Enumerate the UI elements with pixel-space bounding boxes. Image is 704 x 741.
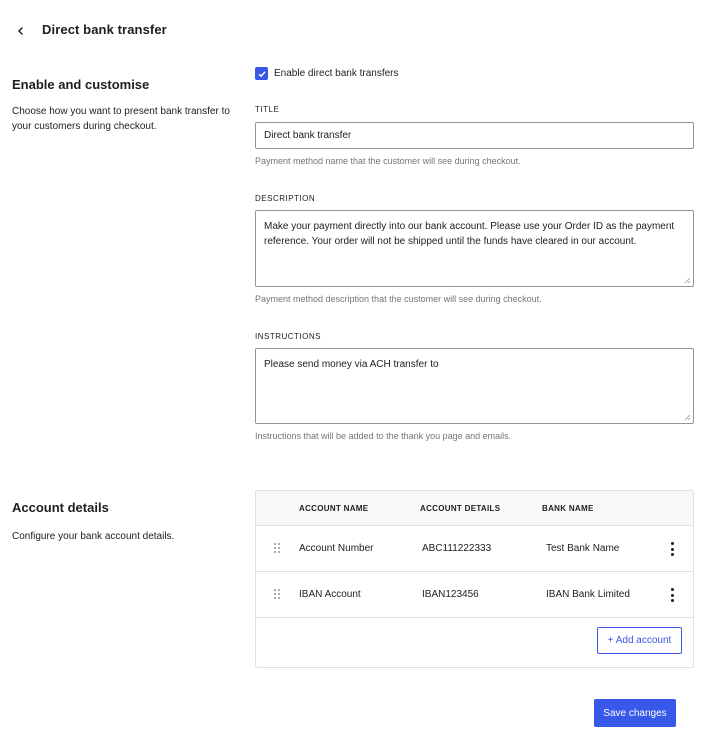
enable-section-info (12, 77, 237, 134)
account-section-info (12, 500, 237, 544)
table-header (256, 491, 693, 526)
enable-transfers-checkbox[interactable] (255, 67, 268, 80)
title-input-wrap (255, 122, 694, 149)
description-help-text: Payment method description that the customer will see during checkout. (255, 294, 542, 304)
row-actions-button[interactable] (666, 586, 678, 604)
page-header (0, 0, 704, 62)
description-textarea-wrap (255, 210, 694, 287)
cell-account-name: IBAN Account (299, 589, 361, 600)
enable-transfers-label[interactable]: Enable direct bank transfers (274, 68, 399, 79)
description-help-wrap (255, 294, 694, 304)
kebab-dot (671, 542, 674, 545)
title-field-group (255, 105, 694, 114)
instructions-field-group (255, 332, 694, 341)
instructions-help-wrap (255, 431, 694, 441)
account-section-heading: Account details (12, 500, 109, 515)
kebab-dot (671, 553, 674, 556)
chevron-left-icon (16, 26, 26, 36)
kebab-dot (671, 548, 674, 551)
cell-bank-name: IBAN Bank Limited (546, 589, 630, 600)
accounts-table (255, 490, 694, 668)
header-account-name: ACCOUNT NAME (299, 504, 369, 513)
description-value: Make your payment directly into our bank account. Please use your Order ID as the payment reference. Your order will not be shipped until the funds have cleared in our account. (264, 221, 675, 247)
header-account-details: ACCOUNT DETAILS (420, 504, 501, 513)
table-row (256, 572, 693, 618)
drag-handle-icon[interactable] (273, 542, 281, 554)
description-field-group (255, 194, 694, 203)
row-actions-button[interactable] (666, 540, 678, 558)
instructions-textarea[interactable] (255, 348, 694, 424)
instructions-value: Please send money via ACH transfer to (264, 359, 439, 370)
enable-section-heading: Enable and customise (12, 77, 150, 92)
enable-section-description: Choose how you want to present bank transfer to your customers during checkout. (12, 106, 230, 132)
kebab-dot (671, 588, 674, 591)
page-title: Direct bank transfer (42, 22, 167, 37)
cell-account-name: Account Number (299, 543, 374, 554)
instructions-label: INSTRUCTIONS (255, 332, 321, 341)
kebab-dot (671, 599, 674, 602)
account-section-description: Configure your bank account details. (12, 531, 175, 542)
resize-handle-icon[interactable] (684, 277, 691, 284)
add-account-button[interactable]: + Add account (597, 627, 682, 654)
table-row (256, 526, 693, 572)
title-help-text: Payment method name that the customer will see during checkout. (255, 156, 521, 166)
save-changes-button[interactable]: Save changes (594, 699, 676, 727)
kebab-dot (671, 594, 674, 597)
cell-account-details: IBAN123456 (422, 589, 479, 600)
back-button[interactable] (13, 22, 29, 40)
checkmark-icon (257, 69, 267, 79)
description-textarea[interactable] (255, 210, 694, 287)
instructions-textarea-wrap (255, 348, 694, 424)
cell-bank-name: Test Bank Name (546, 543, 620, 554)
header-bank-name: BANK NAME (542, 504, 594, 513)
description-label: DESCRIPTION (255, 194, 316, 203)
resize-handle-icon[interactable] (684, 414, 691, 421)
enable-checkbox-row (255, 67, 399, 80)
cell-account-details: ABC111222333 (422, 543, 492, 554)
instructions-help-text: Instructions that will be added to the thank you page and emails. (255, 431, 512, 441)
title-input[interactable]: Direct bank transfer (255, 122, 694, 149)
title-help-wrap (255, 156, 694, 166)
drag-handle-icon[interactable] (273, 588, 281, 600)
title-label: TITLE (255, 105, 280, 114)
